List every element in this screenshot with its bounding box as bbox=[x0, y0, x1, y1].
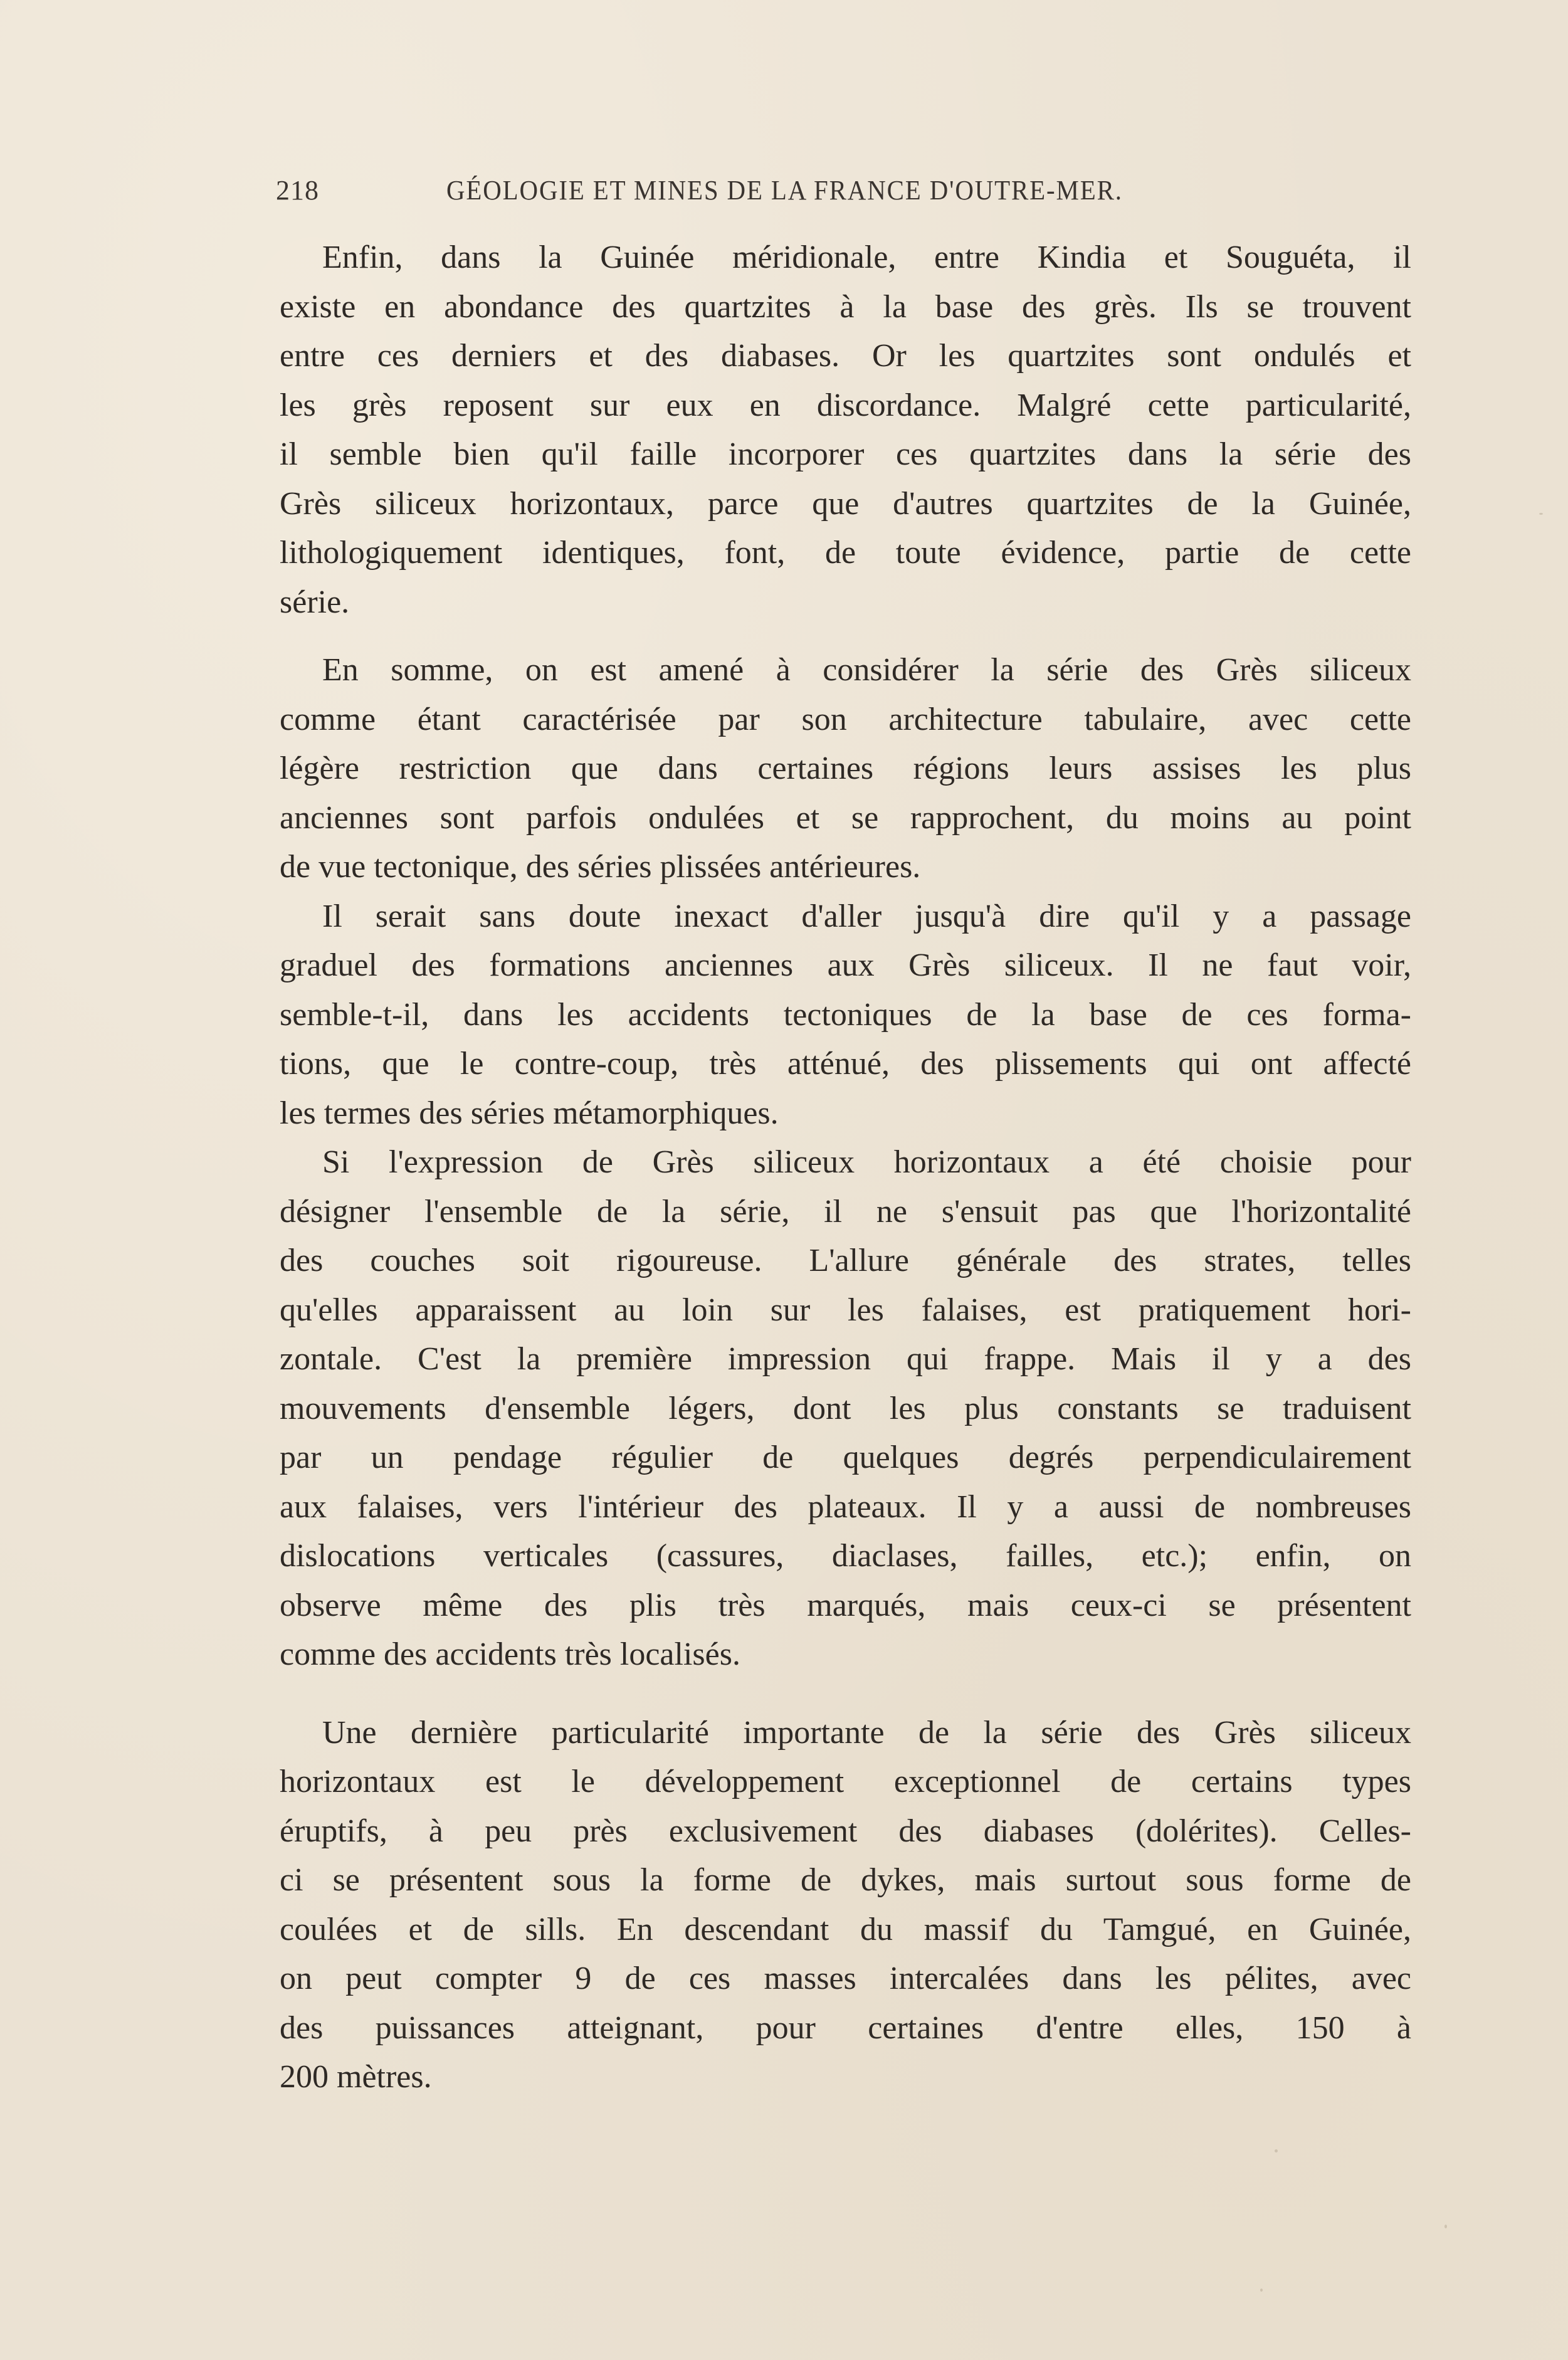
text-line: tions, que le contre-coup, très atténué, des plissements qui ont affecté bbox=[280, 1046, 1411, 1082]
text-line: par un pendage régulier de quelques degrés perpendiculairement bbox=[280, 1440, 1411, 1475]
text-line: des puissances atteignant, pour certaines d'entre elles, 150 à bbox=[280, 2010, 1411, 2046]
text-line: existe en abondance des quartzites à la base des grès. Ils se trouvent bbox=[280, 288, 1411, 325]
text-line: comme étant caractérisée par son architecture tabulaire, avec cette bbox=[280, 701, 1411, 737]
text-line: 200 mètres. bbox=[280, 2059, 432, 2095]
text-line: Il serait sans doute inexact d'aller jusqu'à dire qu'il y a passage bbox=[322, 898, 1411, 934]
page-number: 218 bbox=[276, 175, 319, 206]
paragraph-spacing bbox=[280, 627, 1411, 646]
text-line: des couches soit rigoureuse. L'allure générale des strates, telles bbox=[280, 1243, 1411, 1278]
text-line: ci se présentent sous la forme de dykes, mais surtout sous forme de bbox=[280, 1862, 1411, 1898]
text-line: zontale. C'est la première impression qui frappe. Mais il y a des bbox=[280, 1341, 1411, 1377]
text-line: on peut compter 9 de ces masses intercalées dans les pélites, avec bbox=[280, 1961, 1411, 1996]
text-line: comme des accidents très localisés. bbox=[280, 1636, 740, 1672]
paragraph-5 bbox=[280, 1709, 1411, 2102]
text-line: dislocations verticales (cassures, diaclases, failles, etc.); enfin, on bbox=[280, 1538, 1411, 1574]
text-line: aux falaises, vers l'intérieur des plateaux. Il y a aussi de nombreuses bbox=[280, 1488, 1411, 1525]
text-line: anciennes sont parfois ondulées et se rapprochent, du moins au point bbox=[280, 799, 1411, 836]
text-line: En somme, on est amené à considérer la série des Grès siliceux bbox=[322, 652, 1411, 688]
paper-speck bbox=[1444, 2225, 1447, 2228]
text-line: Grès siliceux horizontaux, parce que d'autres quartzites de la Guinée, bbox=[280, 485, 1411, 522]
text-line: semble-t-il, dans les accidents tectoniques de la base de ces forma- bbox=[280, 996, 1411, 1033]
text-line: coulées et de sills. En descendant du massif du Tamgué, en Guinée, bbox=[280, 1911, 1411, 1947]
text-line: mouvements d'ensemble légers, dont les plus constants se traduisent bbox=[280, 1390, 1411, 1426]
body-text bbox=[280, 233, 1411, 2102]
text-line: il semble bien qu'il faille incorporer ces quartzites dans la série des bbox=[280, 436, 1411, 472]
running-head bbox=[276, 174, 1417, 212]
text-line: qu'elles apparaissent au loin sur les falaises, est pratiquement hori- bbox=[280, 1292, 1411, 1328]
paragraph-1 bbox=[280, 233, 1411, 627]
running-title: GÉOLOGIE ET MINES DE LA FRANCE D'OUTRE-MER. bbox=[446, 175, 1123, 206]
text-line: observe même des plis très marqués, mais ceux-ci se présentent bbox=[280, 1587, 1411, 1623]
text-line: les termes des séries métamorphiques. bbox=[280, 1095, 779, 1131]
text-line: Si l'expression de Grès siliceux horizontaux a été choisie pour bbox=[322, 1144, 1411, 1180]
paragraph-3 bbox=[280, 892, 1411, 1139]
text-line: de vue tectonique, des séries plissées antérieures. bbox=[280, 849, 921, 885]
text-line: désigner l'ensemble de la série, il ne s'ensuit pas que l'horizontalité bbox=[280, 1193, 1411, 1230]
text-line: graduel des formations anciennes aux Grès siliceux. Il ne faut voir, bbox=[280, 947, 1411, 983]
text-line: Une dernière particularité importante de la série des Grès siliceux bbox=[322, 1714, 1411, 1751]
paper-speck bbox=[1260, 2289, 1263, 2292]
text-line: entre ces derniers et des diabases. Or les quartzites sont ondulés et bbox=[280, 338, 1411, 374]
text-line: horizontaux est le développement exceptionnel de certains types bbox=[280, 1764, 1411, 1799]
text-line: les grès reposent sur eux en discordance. Malgré cette particularité, bbox=[280, 387, 1411, 423]
text-line: Enfin, dans la Guinée méridionale, entre Kindia et Souguéta, il bbox=[322, 240, 1411, 275]
text-line: légère restriction que dans certaines régions leurs assises les plus bbox=[280, 751, 1411, 786]
paragraph-spacing bbox=[280, 1680, 1411, 1709]
paper-speck bbox=[1275, 2149, 1278, 2152]
text-line: lithologiquement identiques, font, de toute évidence, partie de cette bbox=[280, 535, 1411, 571]
paragraph-2 bbox=[280, 646, 1411, 892]
paragraph-4 bbox=[280, 1138, 1411, 1680]
text-line: série. bbox=[280, 584, 350, 620]
paper-speck bbox=[1539, 513, 1543, 515]
text-line: éruptifs, à peu près exclusivement des diabases (dolérites). Celles- bbox=[280, 1813, 1411, 1849]
